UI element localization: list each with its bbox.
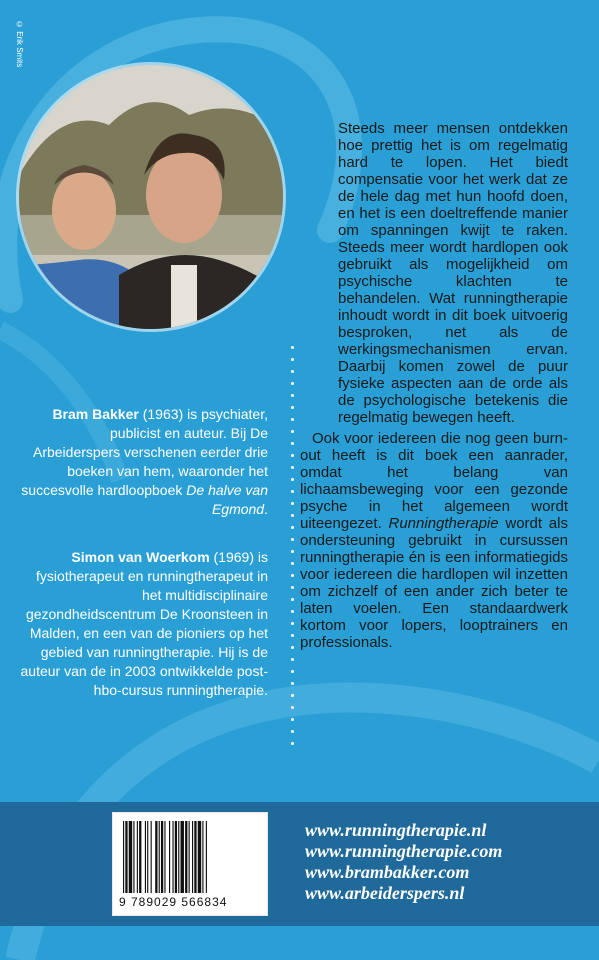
- dotted-divider: [291, 346, 295, 754]
- website-url[interactable]: www.brambakker.com: [305, 862, 470, 882]
- isbn-number: 9 789029 566834: [119, 895, 228, 909]
- author-name: Simon van Woerkom: [71, 549, 210, 565]
- isbn-barcode: [112, 812, 268, 916]
- website-url[interactable]: www.runningtherapie.nl: [305, 820, 487, 840]
- author-bio-simon-van-woerkom: Simon van Woerkom (1969) is fysiotherapeut en runningtherapeut in het multidisciplinaire gezondheidscentrum De Kroonsteen in Malden, en een van de pioniers op het gebied van runningtherapie. Hij is de auteur van de in 2003 ontwikkelde post-hbo-cursus runningtherapie.: [20, 549, 268, 698]
- photo-credit: © Erik Smits: [15, 20, 24, 68]
- website-list: [305, 820, 585, 904]
- book-title: De halve van Egmond: [186, 482, 268, 517]
- blurb-paragraph-2: Ook voor iedereen die nog geen burn-out heeft is dit boek een aanrader, omdat het belang van lichaamsbeweging voor een gezonde psyche in het algemeen wordt uiteengezet. Runningtherapie wordt als ondersteuning gebruikt in cursussen runningtherapie én is een informatiegids voor iedereen die hardlopen wil inzetten om zichzelf of een ander zich beter te laten voelen. Een standaardwerk kortom voor lopers, looptrainers en professionals.: [300, 430, 568, 651]
- author-bio-bram-bakker: Bram Bakker (1963) is psychiater, publicist en auteur. Bij De Arbeiderspers verschenen eerder drie boeken van hem, waaronder het succesvolle hardloopboek De halve van Egmond.: [21, 406, 268, 517]
- back-cover-blurb: [300, 120, 568, 655]
- author-photo: [16, 62, 286, 332]
- barcode-bars: [121, 821, 261, 893]
- author-name: Bram Bakker: [52, 406, 139, 422]
- website-url[interactable]: www.runningtherapie.com: [305, 841, 503, 861]
- website-url[interactable]: www.arbeiderspers.nl: [305, 883, 465, 903]
- blurb-paragraph-1: Steeds meer mensen ontdekken hoe prettig het is om regelmatig hard te lopen. Het biedt compensatie voor het werk dat ze de hele dag met hun hoofd doen, en het is een doeltreffende manier om spanningen kwijt te raken. Steeds meer wordt hardlopen ook gebruikt als mogelijkheid om psychische klachten te behandelen. Wat runningtherapie inhoudt wordt in dit boek uitvoerig besproken, net als de werkingsmechanismen ervan. Daarbij komen zowel de puur fysieke aspecten aan de orde als de psychologische betekenis die regelmatig bewegen heeft.: [338, 120, 568, 426]
